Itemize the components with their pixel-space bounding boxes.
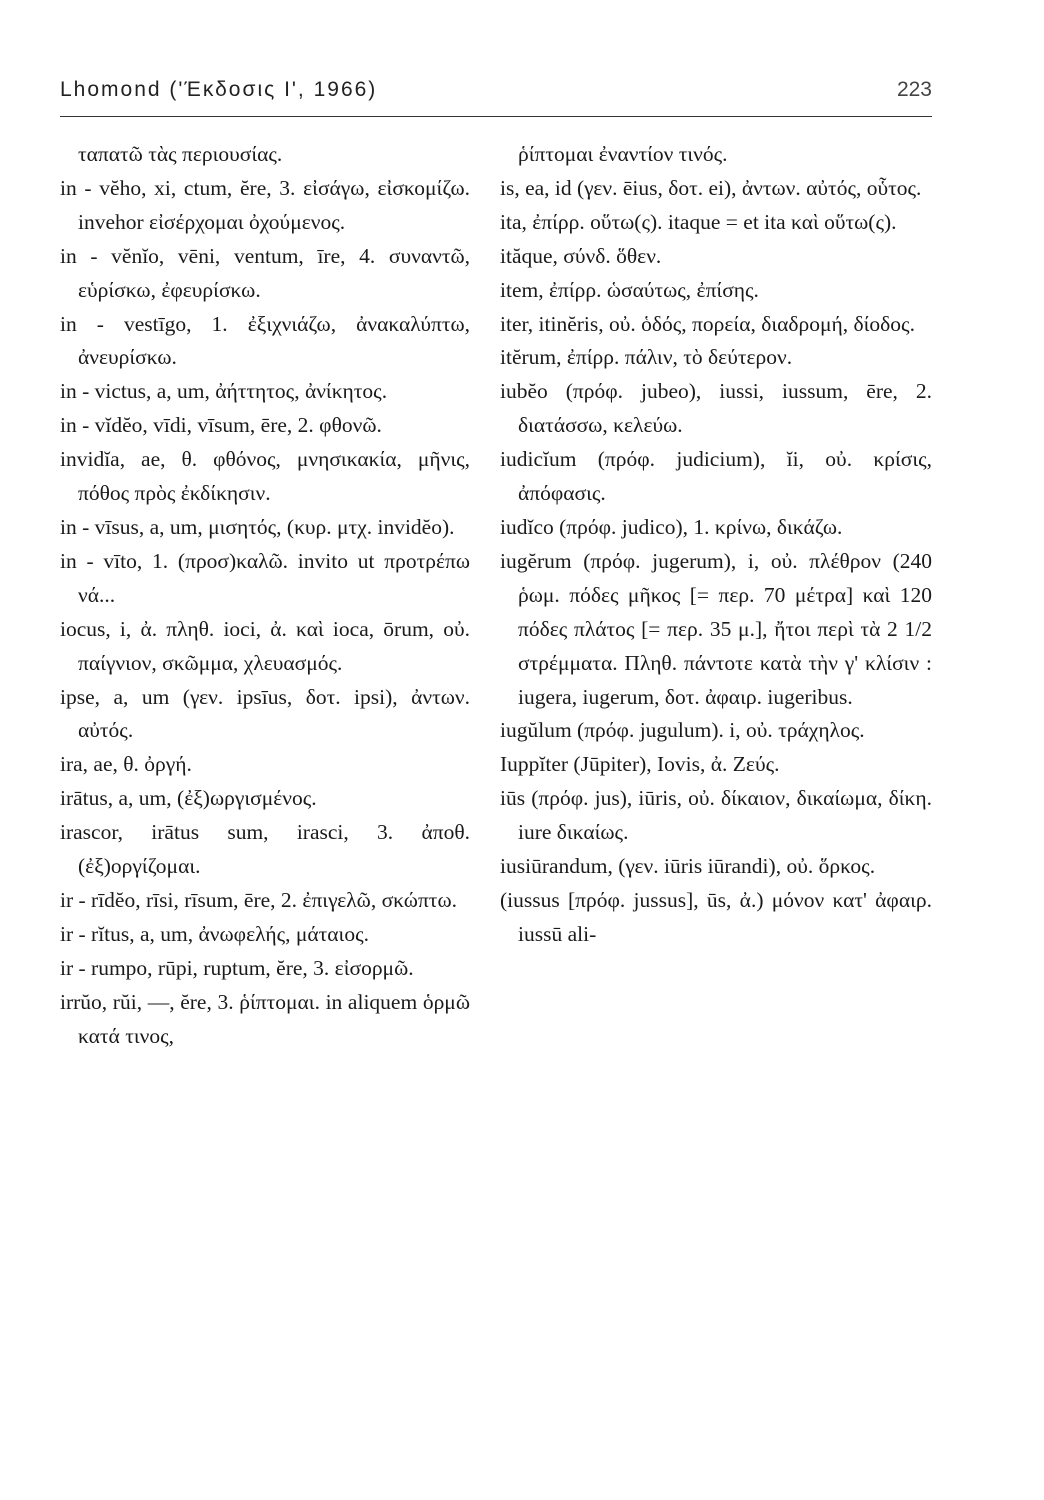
dictionary-entry: in - vĕho, xi, ctum, ĕre, 3. εἰσάγω, εἰσκομίζω. invehor εἰσέρχομαι ὀχούμενος. — [60, 175, 470, 234]
header-rule — [60, 116, 932, 117]
dictionary-entry: ir - rumpo, rūpi, ruptum, ĕre, 3. εἰσορμῶ. — [60, 955, 414, 980]
dictionary-entry: item, ἐπίρρ. ὡσαύτως, ἐπίσης. — [500, 277, 759, 302]
entry-continuation: ῥίπτομαι ἐναντίον τινός. — [518, 142, 728, 166]
dictionary-entry: in - victus, a, um, ἀήττητος, ἀνίκητος. — [60, 379, 388, 404]
dictionary-entry: iter, itinĕris, οὐ. ὁδός, πορεία, διαδρομή, δίοδος. — [500, 311, 915, 336]
dictionary-entry: iugŭlum (πρόφ. jugulum). i, οὐ. τράχηλος. — [500, 718, 865, 743]
dictionary-entry: in - vĭdĕo, vīdi, vīsum, ēre, 2. φθονῶ. — [60, 413, 382, 438]
page-number: 223 — [896, 78, 932, 101]
dictionary-entry: irrŭo, rŭi, —, ĕre, 3. ῥίπτομαι. in aliquem ὁρμῶ κατά τινος, — [60, 989, 470, 1048]
dictionary-entry: ita, ἐπίρρ. οὕτω(ς). itaque = et ita καὶ οὕτω(ς). — [500, 209, 897, 234]
dictionary-entry: iubĕo (πρόφ. jubeo), iussi, iussum, ēre, 2. διατάσσω, κελεύω. — [500, 379, 932, 438]
running-title: Lhomond ('Έκδοσις Ι', 1966) — [60, 78, 378, 101]
dictionary-entry: iugĕrum (πρόφ. jugerum), i, οὐ. πλέθρον (240 ῥωμ. πόδες μῆκος [= περ. 70 μέτρα] καὶ 120 πόδες πλάτος [= περ. 35 μ.], ἤτοι περὶ τὰ 2 1/2 στρέμματα. Πληθ. πάντοτε κατὰ τὴν γ' κλίσιν : iugera, iugerum, δοτ. ἀφαιρ. iugeribus. — [500, 548, 932, 709]
dictionary-entry: ipse, a, um (γεν. ipsīus, δοτ. ipsi), ἀντων. αὐτός. — [60, 684, 470, 743]
dictionary-entry: iusiūrandum, (γεν. iūris iūrandi), οὐ. ὅρκος. — [500, 854, 876, 879]
dictionary-entry: irascor, irātus sum, irasci, 3. ἀποθ. (ἐξ)οργίζομαι. — [60, 820, 470, 879]
entry-continuation: ταπατῶ τὰς περιουσίας. — [78, 142, 283, 166]
left-column — [60, 138, 470, 1053]
dictionary-entry: ităque, σύνδ. ὅθεν. — [500, 243, 662, 268]
dictionary-entry: in - vīto, 1. (προσ)καλῶ. invito ut προτρέπω νά... — [60, 548, 470, 607]
dictionary-entry: in - vīsus, a, um, μισητός, (κυρ. μτχ. invidĕo). — [60, 514, 455, 539]
dictionary-entry: irātus, a, um, (ἐξ)ωργισμένος. — [60, 786, 317, 811]
dictionary-entry: itĕrum, ἐπίρρ. πάλιν, τὸ δεύτερον. — [500, 345, 793, 370]
page-header — [60, 78, 932, 112]
dictionary-entry: invidĭa, ae, θ. φθόνος, μνησικακία, μῆνις, πόθος πρὸς ἐκδίκησιν. — [60, 447, 470, 506]
dictionary-entry: iudĭco (πρόφ. judico), 1. κρίνω, δικάζω. — [500, 514, 843, 539]
dictionary-entry: Iuppĭter (Jūpiter), Iovis, ἀ. Ζεύς. — [500, 752, 780, 777]
dictionary-entry: (iussus [πρόφ. jussus], ūs, ἀ.) μόνον κατ' ἀφαιρ. iussū ali- — [500, 887, 932, 946]
dictionary-entry: in - vĕnĭo, vēni, ventum, īre, 4. συναντῶ, εὑρίσκω, ἐφευρίσκω. — [60, 243, 470, 302]
dictionary-entry: iūs (πρόφ. jus), iūris, οὐ. δίκαιον, δικαίωμα, δίκη. iure δικαίως. — [500, 786, 932, 845]
dictionary-entry: ir - rīdĕo, rīsi, rīsum, ēre, 2. ἐπιγελῶ, σκώπτω. — [60, 887, 457, 912]
dictionary-entry: is, ea, id (γεν. ēius, δοτ. ei), ἀντων. αὐτός, οὗτος. — [500, 175, 922, 200]
right-column — [500, 138, 932, 952]
dictionary-entry: ira, ae, θ. ὀργή. — [60, 752, 192, 777]
dictionary-entry: iudicĭum (πρόφ. judicium), ĭi, οὐ. κρίσις, ἀπόφασις. — [500, 447, 932, 506]
dictionary-entry: ir - rĭtus, a, um, ἀνωφελής, μάταιος. — [60, 921, 369, 946]
dictionary-entry: in - vestīgo, 1. ἐξιχνιάζω, ἀνακαλύπτω, ἀνευρίσκω. — [60, 311, 470, 370]
dictionary-entry: iocus, i, ἀ. πληθ. ioci, ἀ. καὶ ioca, ōrum, οὐ. παίγνιον, σκῶμμα, χλευασμός. — [60, 616, 470, 675]
